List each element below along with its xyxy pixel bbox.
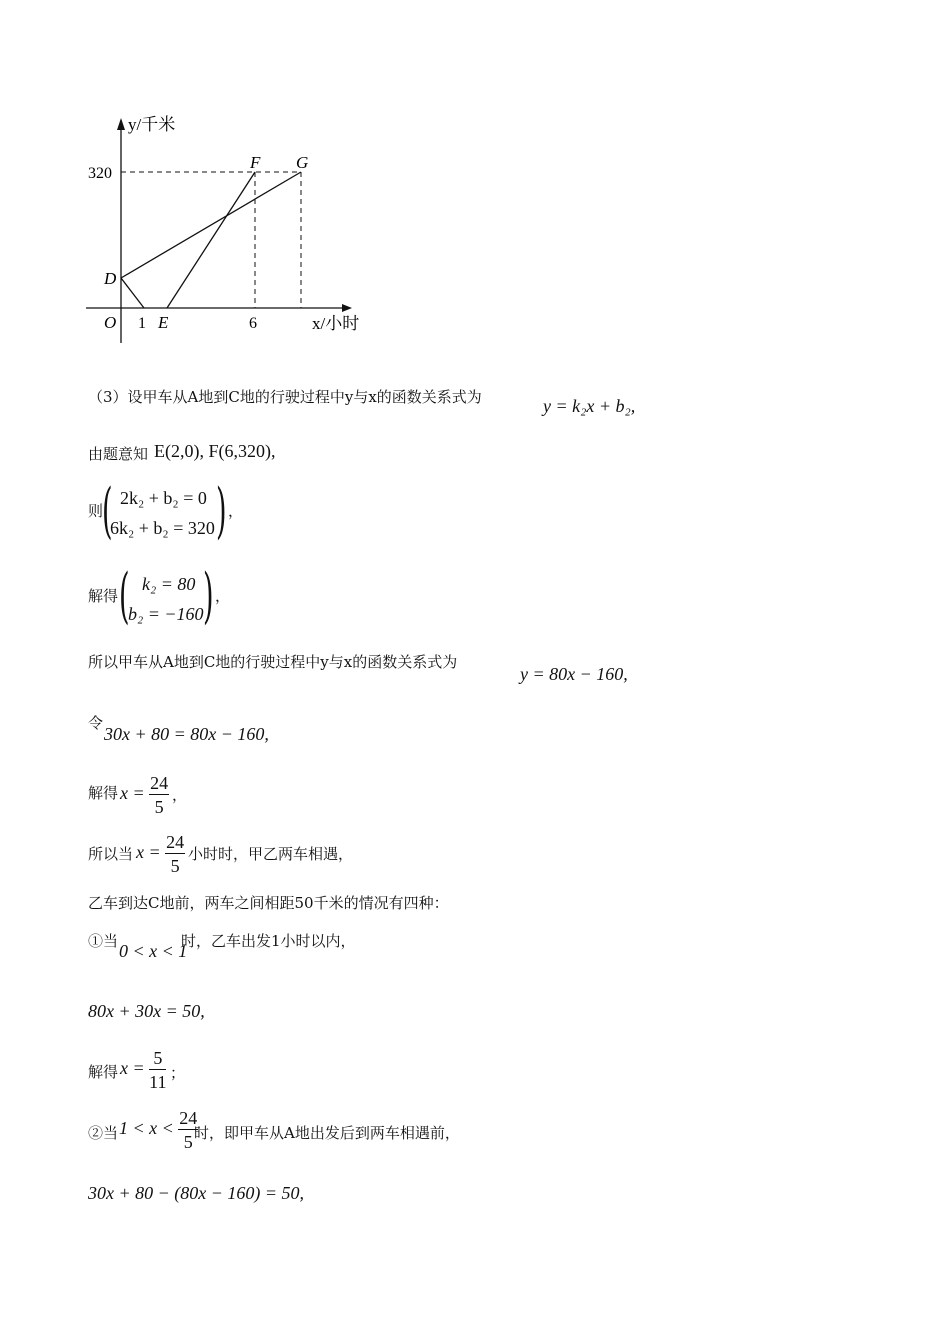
line-7-lhs: x = [120,783,145,804]
solution-line-4-prefix: 解得 [88,587,119,605]
x-axis-label: x/小时 [312,314,360,333]
solution-line-12-math [120,1049,166,1091]
solution-line-7-math [120,774,169,816]
solution-line-7-suffix: ， [172,786,188,804]
fraction-24-5-c: $\frac{24}{5}$ [179,1108,198,1152]
solution-line-1-math: y = k₂x + b₂, [543,396,636,416]
solution-line-1-text: （3）设甲车从A地到C地的行驶过程中y与x的函数关系式为 [88,388,482,406]
system-2-eq1: k₂ = 80 [142,574,196,594]
solution-line-5-math: y = 80x − 160, [520,664,628,684]
right-brace-1: ) [216,476,227,546]
solution-line-8-math [136,833,185,875]
solution-line-13-prefix: ②当 [88,1124,119,1142]
point-o-label: O [104,313,117,332]
segment-d-1 [121,278,144,308]
solution-line-13-suffix: 时，即甲车从A地出发后到两车相遇前， [194,1124,460,1142]
y-axis-arrow [117,118,125,130]
solution-line-6-prefix: 令 [88,714,104,732]
segment-ef [167,172,255,308]
solution-line-12-suffix: ； [170,1064,186,1082]
system-1-suffix: ， [228,502,244,520]
solution-line-2-text: 由题意知 [88,445,149,463]
solution-line-10-math: 0 < x < 1 [119,941,188,961]
distance-time-graph [80,110,380,355]
x-tick-1: 1 [138,315,146,332]
right-brace-2: ) [203,561,214,631]
solution-line-11-math: 80x + 30x = 50, [88,1001,205,1021]
line-12-lhs: x = [120,1058,145,1079]
segment-dg [121,172,301,278]
x-tick-6: 6 [249,315,257,332]
line-13-lhs: 1 < x < [119,1118,174,1139]
point-f-label: F [250,153,261,172]
solution-line-2-math: E(2,0), F(6,320), [154,441,276,461]
solution-line-3-prefix: 则 [88,502,104,520]
solution-line-6-math: 30x + 80 = 80x − 160, [104,724,269,744]
solution-line-10-suffix: 时，乙车出发1小时以内， [181,932,356,950]
y-tick-320: 320 [88,165,112,182]
point-d-label: D [104,269,117,288]
system-2-suffix: ， [215,587,231,605]
solution-line-10-prefix: ①当 [88,932,119,950]
system-2-eq2: b₂ = −160 [128,604,204,624]
solution-line-5-text: 所以甲车从A地到C地的行驶过程中y与x的函数关系式为 [88,653,458,671]
line-8-lhs: x = [136,842,161,863]
x-axis-arrow [342,304,352,312]
point-e-label: E [158,313,169,332]
left-brace-2: ( [119,561,130,631]
solution-line-9-text: 乙车到达C地前，两车之间相距50千米的情况有四种： [88,894,449,912]
y-axis-label: y/千米 [128,115,176,134]
system-1-eq2: 6k₂ + b₂ = 320 [110,518,215,538]
solution-line-7-prefix: 解得 [88,784,119,802]
solution-line-14-math: 30x + 80 − (80x − 160) = 50, [88,1183,305,1203]
solution-line-13-math [119,1109,198,1151]
system-1-eq1: 2k₂ + b₂ = 0 [120,488,207,508]
solution-line-8-suffix: 小时时，甲乙两车相遇， [188,845,354,863]
fraction-24-5-b: $\frac{24}{5}$ [166,832,185,876]
solution-line-12-prefix: 解得 [88,1063,119,1081]
solution-line-8-prefix: 所以当 [88,845,134,863]
fraction-5-11: $\frac{5}{11}$ [149,1048,167,1092]
point-g-label: G [296,153,309,172]
fraction-24-5-a: $\frac{24}{5}$ [150,773,169,817]
left-brace-1: ( [102,476,113,546]
